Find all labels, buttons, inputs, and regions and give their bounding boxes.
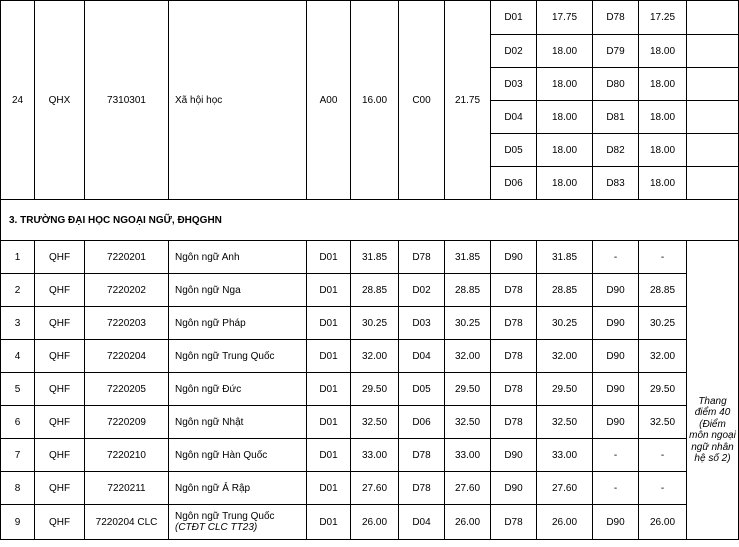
major-code-cell: 7220204 xyxy=(85,340,169,373)
score-cell: 28.85 xyxy=(351,274,399,307)
combo-cell: D04 xyxy=(399,340,445,373)
score-cell: 29.50 xyxy=(537,373,593,406)
major-name-cell: Ngôn ngữ Anh xyxy=(169,241,307,274)
score-cell: 29.50 xyxy=(639,373,687,406)
table-row xyxy=(1,241,739,274)
score-cell: 32.50 xyxy=(639,406,687,439)
score-cell: 31.85 xyxy=(445,241,491,274)
combo-cell: D78 xyxy=(399,241,445,274)
score-cell: 28.85 xyxy=(445,274,491,307)
score-cell: 18.00 xyxy=(537,167,593,200)
table-row xyxy=(1,1,739,35)
combo-cell: A00 xyxy=(307,1,351,200)
combo-cell: D05 xyxy=(491,134,537,167)
score-cell: - xyxy=(639,472,687,505)
combo-cell: D78 xyxy=(491,373,537,406)
stt-cell: 3 xyxy=(1,307,35,340)
stt-cell: 1 xyxy=(1,241,35,274)
combo-cell: C00 xyxy=(399,1,445,200)
major-name-cell: Xã hội học xyxy=(169,1,307,200)
score-cell: - xyxy=(639,241,687,274)
section-title: 3. TRƯỜNG ĐẠI HỌC NGOẠI NGỮ, ĐHQGHN xyxy=(1,200,739,241)
combo-cell: D78 xyxy=(399,472,445,505)
combo-cell: D79 xyxy=(593,35,639,68)
score-cell: 28.85 xyxy=(537,274,593,307)
combo-cell: D78 xyxy=(491,406,537,439)
major-code-cell: 7220205 xyxy=(85,373,169,406)
major-name-cell: Ngôn ngữ Trung Quốc xyxy=(169,340,307,373)
score-cell: 28.85 xyxy=(639,274,687,307)
combo-cell: - xyxy=(593,472,639,505)
major-code-cell: 7220201 xyxy=(85,241,169,274)
combo-cell: D78 xyxy=(491,505,537,540)
combo-cell: D90 xyxy=(593,406,639,439)
table-row xyxy=(1,439,739,472)
major-name-cell: Ngôn ngữ Hàn Quốc xyxy=(169,439,307,472)
combo-cell: D01 xyxy=(307,241,351,274)
major-code-cell: 7220202 xyxy=(85,274,169,307)
stt-cell: 6 xyxy=(1,406,35,439)
combo-cell: - xyxy=(593,439,639,472)
stt-cell: 4 xyxy=(1,340,35,373)
empty-cell xyxy=(687,167,739,200)
combo-cell: D80 xyxy=(593,68,639,101)
major-program-note: (CTĐT CLC TT23) xyxy=(175,522,258,533)
combo-cell: D01 xyxy=(307,439,351,472)
combo-cell: - xyxy=(593,241,639,274)
score-cell: 17.75 xyxy=(537,1,593,35)
combo-cell: D04 xyxy=(491,101,537,134)
combo-cell: D81 xyxy=(593,101,639,134)
combo-cell: D01 xyxy=(307,373,351,406)
major-code-cell: 7220203 xyxy=(85,307,169,340)
combo-cell: D90 xyxy=(593,307,639,340)
score-cell: 32.50 xyxy=(537,406,593,439)
major-code-cell: 7220209 xyxy=(85,406,169,439)
empty-cell xyxy=(687,35,739,68)
combo-cell: D90 xyxy=(593,505,639,540)
combo-cell: D90 xyxy=(491,241,537,274)
score-cell: 18.00 xyxy=(639,35,687,68)
combo-cell: D90 xyxy=(491,472,537,505)
score-cell: 30.25 xyxy=(351,307,399,340)
score-cell: 30.25 xyxy=(537,307,593,340)
score-cell: 26.00 xyxy=(639,505,687,540)
major-name-cell: Ngôn ngữ Đức xyxy=(169,373,307,406)
score-cell: 30.25 xyxy=(639,307,687,340)
combo-cell: D78 xyxy=(399,439,445,472)
score-cell: 18.00 xyxy=(537,35,593,68)
major-code-cell: 7220204 CLC xyxy=(85,505,169,540)
section-row xyxy=(1,200,739,241)
combo-cell: D90 xyxy=(593,373,639,406)
table-row xyxy=(1,406,739,439)
combo-cell: D01 xyxy=(307,472,351,505)
score-cell: 18.00 xyxy=(537,101,593,134)
score-cell: 26.00 xyxy=(537,505,593,540)
combo-cell: D78 xyxy=(491,340,537,373)
major-name-cell xyxy=(169,505,307,540)
score-cell: 27.60 xyxy=(537,472,593,505)
school-code-cell: QHF xyxy=(35,472,85,505)
table-row xyxy=(1,307,739,340)
stt-cell: 9 xyxy=(1,505,35,540)
combo-cell: D78 xyxy=(491,307,537,340)
score-cell: 30.25 xyxy=(445,307,491,340)
score-cell: 26.00 xyxy=(351,505,399,540)
score-cell: 21.75 xyxy=(445,1,491,200)
school-code-cell: QHF xyxy=(35,340,85,373)
combo-cell: D90 xyxy=(593,274,639,307)
combo-cell: D01 xyxy=(307,340,351,373)
score-cell: 27.60 xyxy=(351,472,399,505)
combo-cell: D06 xyxy=(399,406,445,439)
score-cell: 16.00 xyxy=(351,1,399,200)
score-cell: 32.50 xyxy=(445,406,491,439)
school-code-cell: QHF xyxy=(35,406,85,439)
combo-cell: D78 xyxy=(491,274,537,307)
table-row xyxy=(1,340,739,373)
score-cell: 18.00 xyxy=(537,68,593,101)
score-cell: 18.00 xyxy=(639,101,687,134)
school-code-cell: QHF xyxy=(35,307,85,340)
major-name-line: Ngôn ngữ Trung Quốc xyxy=(175,511,275,522)
stt-cell: 24 xyxy=(1,1,35,200)
major-code-cell: 7310301 xyxy=(85,1,169,200)
stt-cell: 2 xyxy=(1,274,35,307)
score-cell: 33.00 xyxy=(351,439,399,472)
combo-cell: D01 xyxy=(307,406,351,439)
major-name-cell: Ngôn ngữ Nga xyxy=(169,274,307,307)
score-cell: 32.00 xyxy=(351,340,399,373)
empty-cell xyxy=(687,134,739,167)
stt-cell: 5 xyxy=(1,373,35,406)
table-row xyxy=(1,373,739,406)
major-code-cell: 7220211 xyxy=(85,472,169,505)
major-name-cell: Ngôn ngữ Pháp xyxy=(169,307,307,340)
combo-cell: D01 xyxy=(307,505,351,540)
major-name-cell: Ngôn ngữ Nhật xyxy=(169,406,307,439)
major-name-cell: Ngôn ngữ Ả Rập xyxy=(169,472,307,505)
major-code-cell: 7220210 xyxy=(85,439,169,472)
combo-cell: D90 xyxy=(491,439,537,472)
combo-cell: D03 xyxy=(491,68,537,101)
score-cell: 32.00 xyxy=(537,340,593,373)
combo-cell: D05 xyxy=(399,373,445,406)
combo-cell: D04 xyxy=(399,505,445,540)
school-code-cell: QHF xyxy=(35,274,85,307)
score-cell: 33.00 xyxy=(445,439,491,472)
school-code-cell: QHF xyxy=(35,241,85,274)
stt-cell: 8 xyxy=(1,472,35,505)
score-cell: 18.00 xyxy=(639,134,687,167)
school-code-cell: QHF xyxy=(35,373,85,406)
combo-cell: D01 xyxy=(307,307,351,340)
combo-cell: D78 xyxy=(593,1,639,35)
combo-cell: D02 xyxy=(491,35,537,68)
score-cell: 29.50 xyxy=(351,373,399,406)
score-cell: - xyxy=(639,439,687,472)
table-row xyxy=(1,274,739,307)
combo-cell: D06 xyxy=(491,167,537,200)
combo-cell: D02 xyxy=(399,274,445,307)
score-cell: 29.50 xyxy=(445,373,491,406)
score-cell: 18.00 xyxy=(639,167,687,200)
school-code-cell: QHX xyxy=(35,1,85,200)
combo-cell: D90 xyxy=(593,340,639,373)
score-cell: 17.25 xyxy=(639,1,687,35)
score-cell: 33.00 xyxy=(537,439,593,472)
school-code-cell: QHF xyxy=(35,505,85,540)
combo-cell: D83 xyxy=(593,167,639,200)
combo-cell: D01 xyxy=(491,1,537,35)
score-cell: 31.85 xyxy=(537,241,593,274)
stt-cell: 7 xyxy=(1,439,35,472)
score-cell: 31.85 xyxy=(351,241,399,274)
empty-cell xyxy=(687,68,739,101)
score-cell: 18.00 xyxy=(639,68,687,101)
school-code-cell: QHF xyxy=(35,439,85,472)
scale-note: Thang điểm 40 (Điểm môn ngoại ngữ nhân hệ số 2) xyxy=(687,241,739,540)
score-cell: 26.00 xyxy=(445,505,491,540)
combo-cell: D82 xyxy=(593,134,639,167)
empty-cell xyxy=(687,1,739,35)
combo-cell: D03 xyxy=(399,307,445,340)
table-row xyxy=(1,472,739,505)
table-row xyxy=(1,505,739,540)
score-cell: 27.60 xyxy=(445,472,491,505)
score-cell: 32.00 xyxy=(445,340,491,373)
score-cell: 32.00 xyxy=(639,340,687,373)
score-cell: 18.00 xyxy=(537,134,593,167)
score-cell: 32.50 xyxy=(351,406,399,439)
combo-cell: D01 xyxy=(307,274,351,307)
empty-cell xyxy=(687,101,739,134)
